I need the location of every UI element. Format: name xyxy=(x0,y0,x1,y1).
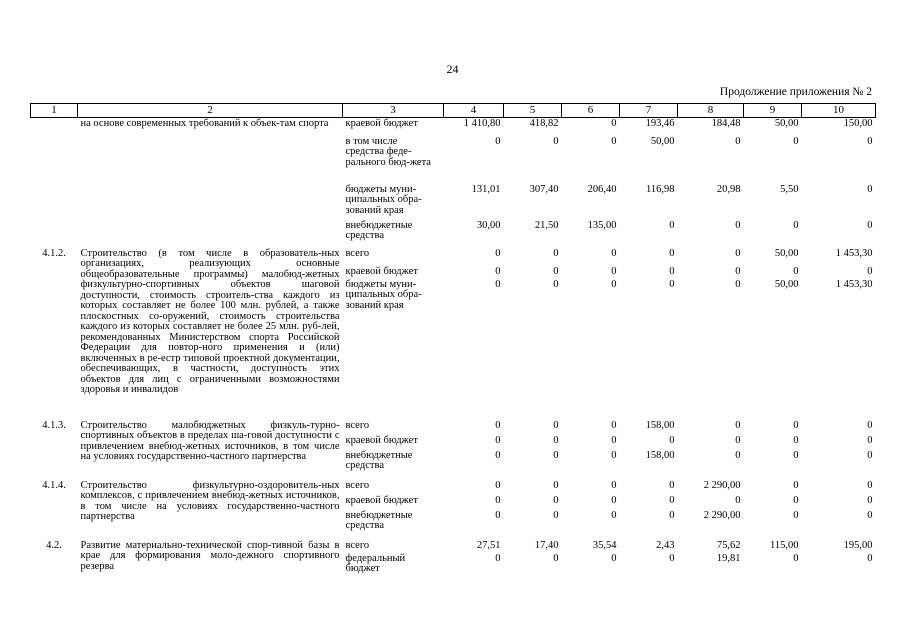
column-number: 10 xyxy=(802,104,876,118)
amount-cell: 0 xyxy=(867,509,873,521)
amount-cell: 0 xyxy=(735,494,741,506)
table-row xyxy=(31,118,876,137)
amount-cell: 0 xyxy=(669,219,675,231)
amount-cell: 0 xyxy=(669,278,675,290)
funding-source: всего xyxy=(345,419,370,431)
amount-cell: 0 xyxy=(611,449,617,461)
table-row xyxy=(31,539,876,554)
table-row xyxy=(31,419,876,436)
item-description: Строительство (в том числе в образователь-ных организациях, реализующих основные общеобразовательные программы) малобюд-жетных физкультурно-спортивных объектов шаговой доступности, стоимость строитель-ства каждого из которых составляет не более 100 млн. рублей, а также плоскостных со-оружений, стоимость строительства каждого из которых составляет не более 25 млн. руб-лей, рекомендованных Министерством спорта Российской Федерации для повтор-ного применения и (или) включенных в ре-естр типовой проектной документации, обеспечивающих, в частности, доступность этих объектов для лиц с ограниченными возможностями здоровья и инвалидов xyxy=(80,247,340,395)
funding-source: краевой бюджет xyxy=(345,265,418,277)
amount-cell: 0 xyxy=(867,135,873,147)
item-code: 4.1.4. xyxy=(42,479,66,491)
amount-cell: 0 xyxy=(735,434,741,446)
funding-source: краевой бюджет xyxy=(345,494,418,506)
amount-cell: 0 xyxy=(793,434,799,446)
amount-cell: 307,40 xyxy=(529,183,559,195)
funding-source: всего xyxy=(345,479,370,491)
amount-cell: 0 xyxy=(553,265,559,277)
amount-cell: 0 xyxy=(495,278,501,290)
amount-cell: 0 xyxy=(867,552,873,564)
amount-cell: 0 xyxy=(611,278,617,290)
amount-cell: 0 xyxy=(553,479,559,491)
amount-cell: 0 xyxy=(735,265,741,277)
amount-cell: 1 453,30 xyxy=(835,247,873,259)
amount-cell: 0 xyxy=(793,552,799,564)
column-number: 6 xyxy=(562,104,620,118)
amount-cell: 0 xyxy=(669,479,675,491)
amount-cell: 0 xyxy=(611,509,617,521)
amount-cell: 0 xyxy=(867,449,873,461)
item-code: 4.1.3. xyxy=(42,419,66,431)
column-number: 2 xyxy=(78,104,343,118)
amount-cell: 0 xyxy=(495,479,501,491)
amount-cell: 0 xyxy=(553,494,559,506)
amount-cell: 0 xyxy=(793,494,799,506)
amount-cell: 0 xyxy=(495,419,501,431)
amount-cell: 1 453,30 xyxy=(835,278,873,290)
amount-cell: 0 xyxy=(495,135,501,147)
column-number: 4 xyxy=(444,104,504,118)
funding-source: внебюджетные средства xyxy=(345,219,413,241)
amount-cell: 1 410,80 xyxy=(463,118,501,129)
amount-cell: 0 xyxy=(867,219,873,231)
amount-cell: 0 xyxy=(669,552,675,564)
amount-cell: 0 xyxy=(867,419,873,431)
column-number: 5 xyxy=(504,104,562,118)
amount-cell: 0 xyxy=(495,449,501,461)
amount-cell: 5,50 xyxy=(780,183,799,195)
amount-cell: 21,50 xyxy=(534,219,559,231)
item-code xyxy=(31,118,78,247)
amount-cell: 0 xyxy=(669,247,675,259)
amount-cell: 0 xyxy=(553,552,559,564)
amount-cell: 50,00 xyxy=(774,118,799,129)
amount-cell: 193,46 xyxy=(645,118,675,129)
item-description: на основе современных требований к объек-там спорта xyxy=(80,118,329,129)
amount-cell: 0 xyxy=(553,419,559,431)
amount-cell: 418,82 xyxy=(529,118,559,129)
amount-cell: 131,01 xyxy=(471,183,501,195)
amount-cell: 0 xyxy=(495,494,501,506)
item-description: Строительство физкультурно-оздоровитель-ных комплексов, с привлечением внебюд-жетных источников, в том числе на условиях государственно-частного партнерства xyxy=(80,479,340,522)
amount-cell: 27,51 xyxy=(476,539,501,551)
amount-cell: 0 xyxy=(495,552,501,564)
amount-cell: 0 xyxy=(793,265,799,277)
budget-table xyxy=(30,103,876,580)
funding-source: краевой бюджет xyxy=(345,434,418,446)
amount-cell: 184,48 xyxy=(711,118,741,129)
amount-cell: 0 xyxy=(735,135,741,147)
amount-cell: 2 290,00 xyxy=(703,509,741,521)
amount-cell: 75,62 xyxy=(716,539,741,551)
amount-cell: 150,00 xyxy=(843,118,873,129)
column-number: 3 xyxy=(343,104,444,118)
amount-cell: 35,54 xyxy=(592,539,617,551)
table-row xyxy=(31,479,876,496)
amount-cell: 19,81 xyxy=(716,552,741,564)
amount-cell: 0 xyxy=(669,265,675,277)
amount-cell: 0 xyxy=(735,278,741,290)
funding-source: всего xyxy=(345,539,370,551)
amount-cell: 0 xyxy=(611,419,617,431)
column-number-row xyxy=(31,104,876,118)
amount-cell: 0 xyxy=(669,509,675,521)
amount-cell: 0 xyxy=(495,247,501,259)
funding-source: федеральный бюджет xyxy=(345,552,406,574)
amount-cell: 195,00 xyxy=(843,539,873,551)
amount-cell: 0 xyxy=(553,247,559,259)
funding-source: краевой бюджет xyxy=(345,118,418,129)
amount-cell: 0 xyxy=(867,183,873,195)
funding-source: в том числе средства феде-рального бюд-жета xyxy=(345,135,431,168)
column-number: 7 xyxy=(620,104,678,118)
amount-cell: 0 xyxy=(553,509,559,521)
column-number: 8 xyxy=(678,104,744,118)
amount-cell: 0 xyxy=(735,219,741,231)
amount-cell: 0 xyxy=(553,449,559,461)
amount-cell: 158,00 xyxy=(645,449,675,461)
amount-cell: 0 xyxy=(867,265,873,277)
amount-cell: 50,00 xyxy=(774,278,799,290)
table-row xyxy=(31,247,876,267)
amount-cell: 115,00 xyxy=(770,539,799,551)
item-code: 4.1.2. xyxy=(42,247,66,259)
amount-cell: 0 xyxy=(495,265,501,277)
column-number: 1 xyxy=(31,104,78,118)
amount-cell: 0 xyxy=(495,434,501,446)
amount-cell: 0 xyxy=(553,278,559,290)
amount-cell: 158,00 xyxy=(645,419,675,431)
funding-source: внебюджетные средства xyxy=(345,509,413,531)
amount-cell: 0 xyxy=(867,494,873,506)
amount-cell: 0 xyxy=(553,135,559,147)
amount-cell: 0 xyxy=(867,434,873,446)
column-number: 9 xyxy=(744,104,802,118)
amount-cell: 0 xyxy=(495,509,501,521)
amount-cell: 0 xyxy=(793,449,799,461)
amount-cell: 50,00 xyxy=(774,247,799,259)
amount-cell: 50,00 xyxy=(650,135,675,147)
amount-cell: 2,43 xyxy=(656,539,675,551)
amount-cell: 0 xyxy=(793,419,799,431)
amount-cell: 0 xyxy=(611,494,617,506)
amount-cell: 0 xyxy=(735,247,741,259)
amount-cell: 0 xyxy=(611,247,617,259)
amount-cell: 0 xyxy=(611,434,617,446)
funding-source: бюджеты муни-ципальных обра-зований края xyxy=(345,278,422,311)
amount-cell: 0 xyxy=(669,494,675,506)
amount-cell: 0 xyxy=(735,419,741,431)
amount-cell: 206,40 xyxy=(587,183,617,195)
amount-cell: 0 xyxy=(611,118,617,129)
item-description: Развитие материально-технической спор-тивной базы в крае для формирования моло-дежного спортивного резерва xyxy=(80,539,340,572)
funding-source: внебюджетные средства xyxy=(345,449,413,471)
amount-cell: 0 xyxy=(793,479,799,491)
amount-cell: 0 xyxy=(611,552,617,564)
amount-cell: 17,40 xyxy=(534,539,559,551)
amount-cell: 0 xyxy=(611,135,617,147)
amount-cell: 0 xyxy=(793,219,799,231)
continuation-caption: Продолжение приложения № 2 xyxy=(719,86,872,98)
amount-cell: 0 xyxy=(669,434,675,446)
amount-cell: 0 xyxy=(793,509,799,521)
funding-source: всего xyxy=(345,247,370,259)
amount-cell: 116,98 xyxy=(646,183,675,195)
funding-source: бюджеты муни-ципальных обра-зований края xyxy=(345,183,422,216)
amount-cell: 2 290,00 xyxy=(703,479,741,491)
amount-cell: 135,00 xyxy=(587,219,617,231)
amount-cell: 0 xyxy=(867,479,873,491)
page-number: 24 xyxy=(446,62,459,76)
amount-cell: 0 xyxy=(611,265,617,277)
amount-cell: 0 xyxy=(793,135,799,147)
amount-cell: 20,98 xyxy=(716,183,741,195)
amount-cell: 0 xyxy=(735,449,741,461)
item-description: Строительство малобюджетных физкуль-турно-спортивных объектов в пределах ша-говой доступности с привлечением внебюд-жетных источников, в том числе на условиях государственно-частного партнерства xyxy=(80,419,340,462)
item-code: 4.2. xyxy=(46,539,62,551)
amount-cell: 0 xyxy=(553,434,559,446)
amount-cell: 0 xyxy=(611,479,617,491)
amount-cell: 30,00 xyxy=(476,219,501,231)
